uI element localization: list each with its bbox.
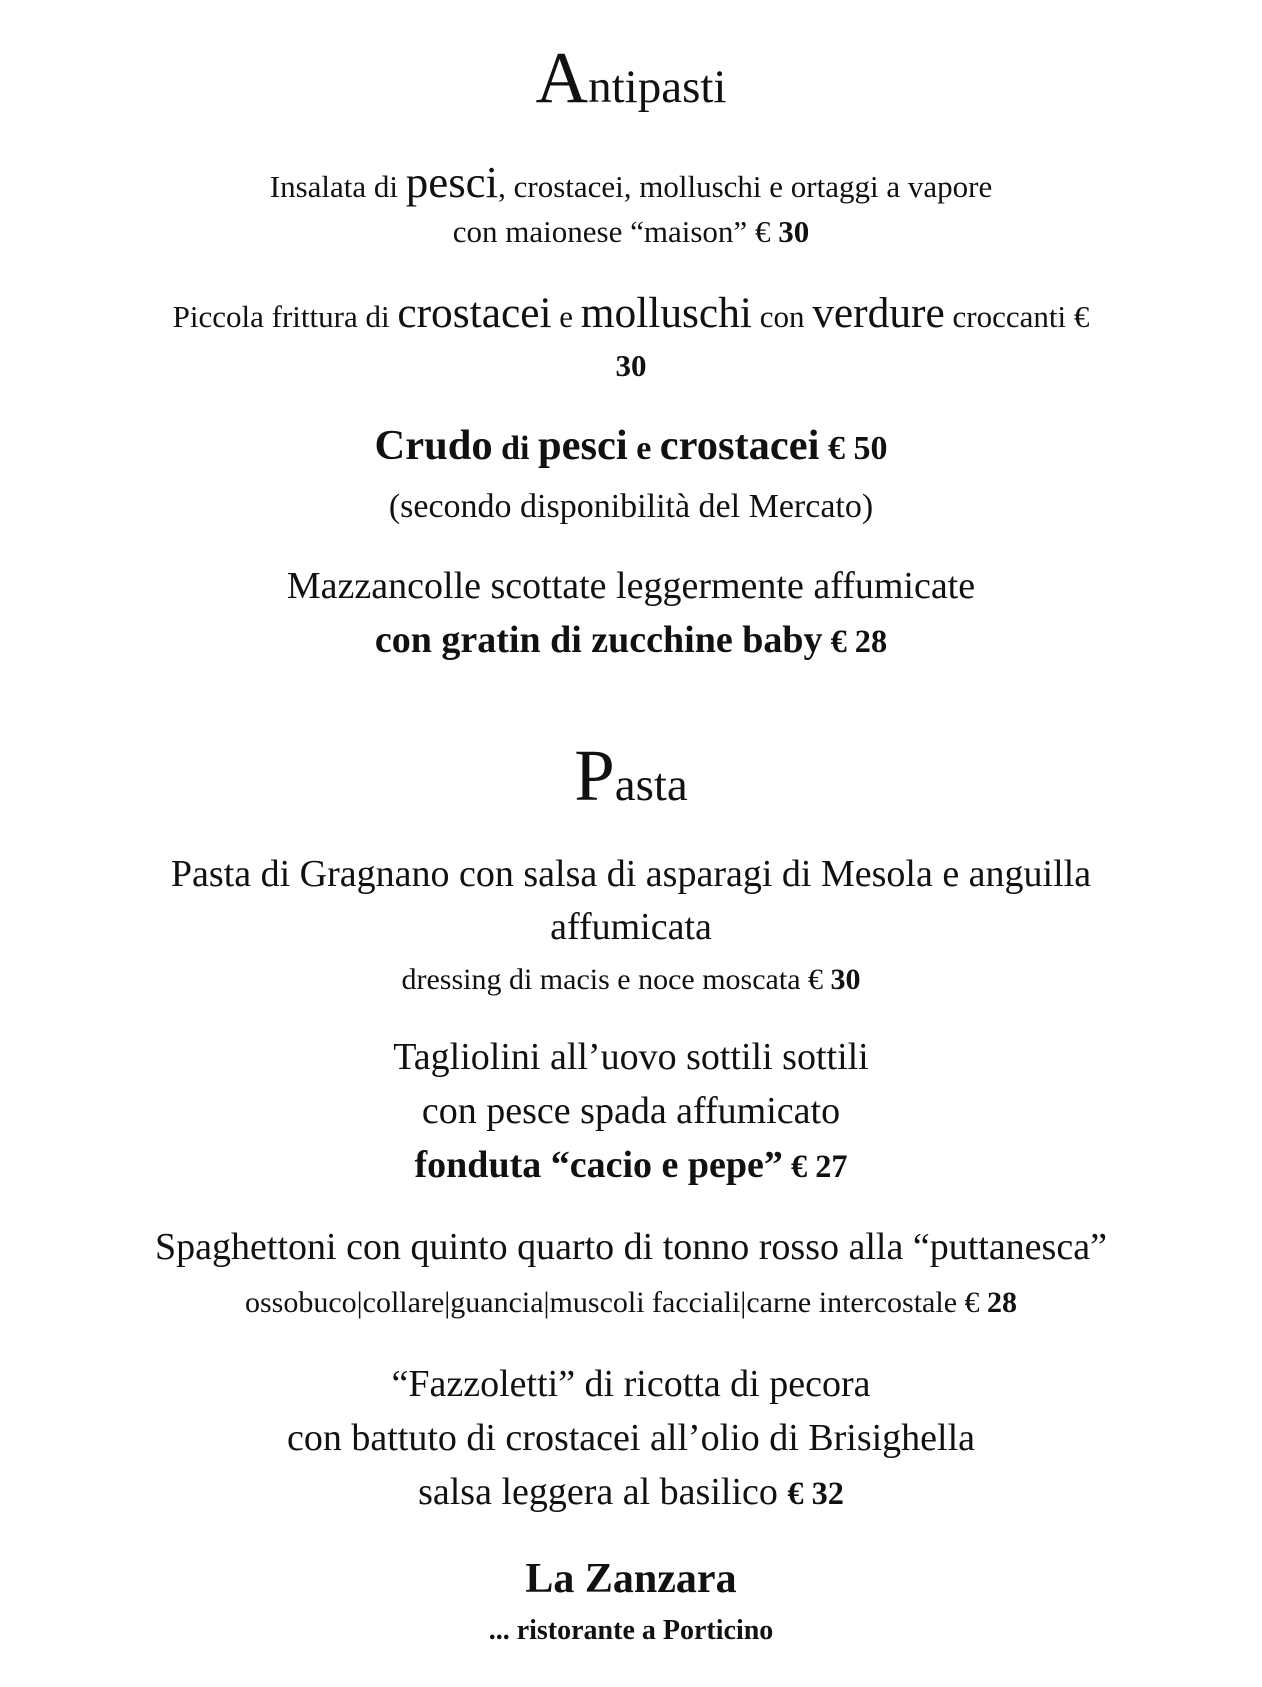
item-text: con <box>751 299 813 334</box>
restaurant-tagline: ... ristorante a Porticino <box>488 1615 774 1646</box>
menu-item-insalata-line2 <box>0 216 1262 247</box>
item-text: dressing di macis e noce moscata € <box>401 963 831 996</box>
menu-item-gragnano-line2: affumicata <box>550 906 712 948</box>
item-text: Insalata di <box>269 169 406 204</box>
item-price: € 27 <box>782 1148 848 1184</box>
heading-rest: asta <box>614 759 688 811</box>
item-price: € 28 <box>822 623 888 659</box>
menu-item-tagliolini-line2: con pesce spada affumicato <box>421 1090 841 1132</box>
menu-item-fazzoletti-line2: con battuto di crostacei all’olio di Brisighella <box>286 1417 976 1459</box>
menu-item-insalata-line1 <box>0 157 1262 207</box>
menu-item-tagliolini-line1: Tagliolini all’uovo sottili sottili <box>393 1036 869 1078</box>
item-text-large: pesci <box>537 422 628 469</box>
item-price: 30 <box>830 963 861 996</box>
section-heading-antipasti <box>0 37 1262 118</box>
heading-initial: A <box>535 37 589 118</box>
menu-item-tagliolini-line3 <box>0 1146 1262 1184</box>
item-text: ossobuco|collare|guancia|muscoli facciali|carne intercostale € <box>244 1286 988 1319</box>
item-price: € 50 <box>819 430 888 467</box>
restaurant-name: La Zanzara <box>525 1556 737 1602</box>
section-heading-pasta <box>0 735 1262 816</box>
heading-rest: ntipasti <box>588 61 727 113</box>
item-text-large: crostacei <box>659 422 820 469</box>
item-text: , crostacei, molluschi e ortaggi a vapore <box>498 169 993 204</box>
menu-item-fazzoletti-line1: “Fazzoletti” di ricotta di pecora <box>391 1363 871 1405</box>
item-text: salsa leggera al basilico <box>418 1471 788 1513</box>
item-text: croccanti € <box>944 299 1090 334</box>
item-text-large: Crudo <box>374 422 493 469</box>
menu-item-frittura-line1 <box>0 289 1262 337</box>
item-text: con gratin di zucchine baby <box>374 619 823 661</box>
menu-item-gragnano-line3 <box>0 965 1262 995</box>
item-text-large: crostacei <box>397 289 552 337</box>
item-price: 28 <box>987 1286 1018 1319</box>
item-text: fonduta “cacio e pepe” <box>414 1144 783 1186</box>
menu-item-spaghettoni-line1: Spaghettoni con quinto quarto di tonno rosso alla “puttanesca” <box>155 1226 1107 1268</box>
menu-item-mazzancolle-line2 <box>0 621 1262 659</box>
item-text: Piccola frittura di <box>172 299 398 334</box>
menu-item-crudo-note: (secondo disponibilità del Mercato) <box>388 488 874 525</box>
menu-item-spaghettoni-line2 <box>0 1288 1262 1318</box>
item-text-large: verdure <box>812 289 945 337</box>
item-text: con maionese “maison” € <box>452 214 779 249</box>
menu-item-frittura-price: 30 <box>615 348 647 383</box>
item-text: e <box>627 430 660 467</box>
heading-initial: P <box>574 735 615 816</box>
item-text: e <box>551 299 581 334</box>
item-price: 30 <box>778 214 810 249</box>
menu-item-crudo <box>0 422 1262 469</box>
menu-item-fazzoletti-line3 <box>0 1473 1262 1511</box>
menu-item-mazzancolle-line1: Mazzancolle scottate leggermente affumicate <box>286 565 976 607</box>
item-text: di <box>492 430 538 467</box>
item-price: € 32 <box>787 1475 844 1511</box>
menu-item-gragnano-line1: Pasta di Gragnano con salsa di asparagi di Mesola e anguilla <box>170 853 1092 895</box>
item-text-large: molluschi <box>580 289 752 337</box>
item-text-large: pesci <box>405 157 499 207</box>
